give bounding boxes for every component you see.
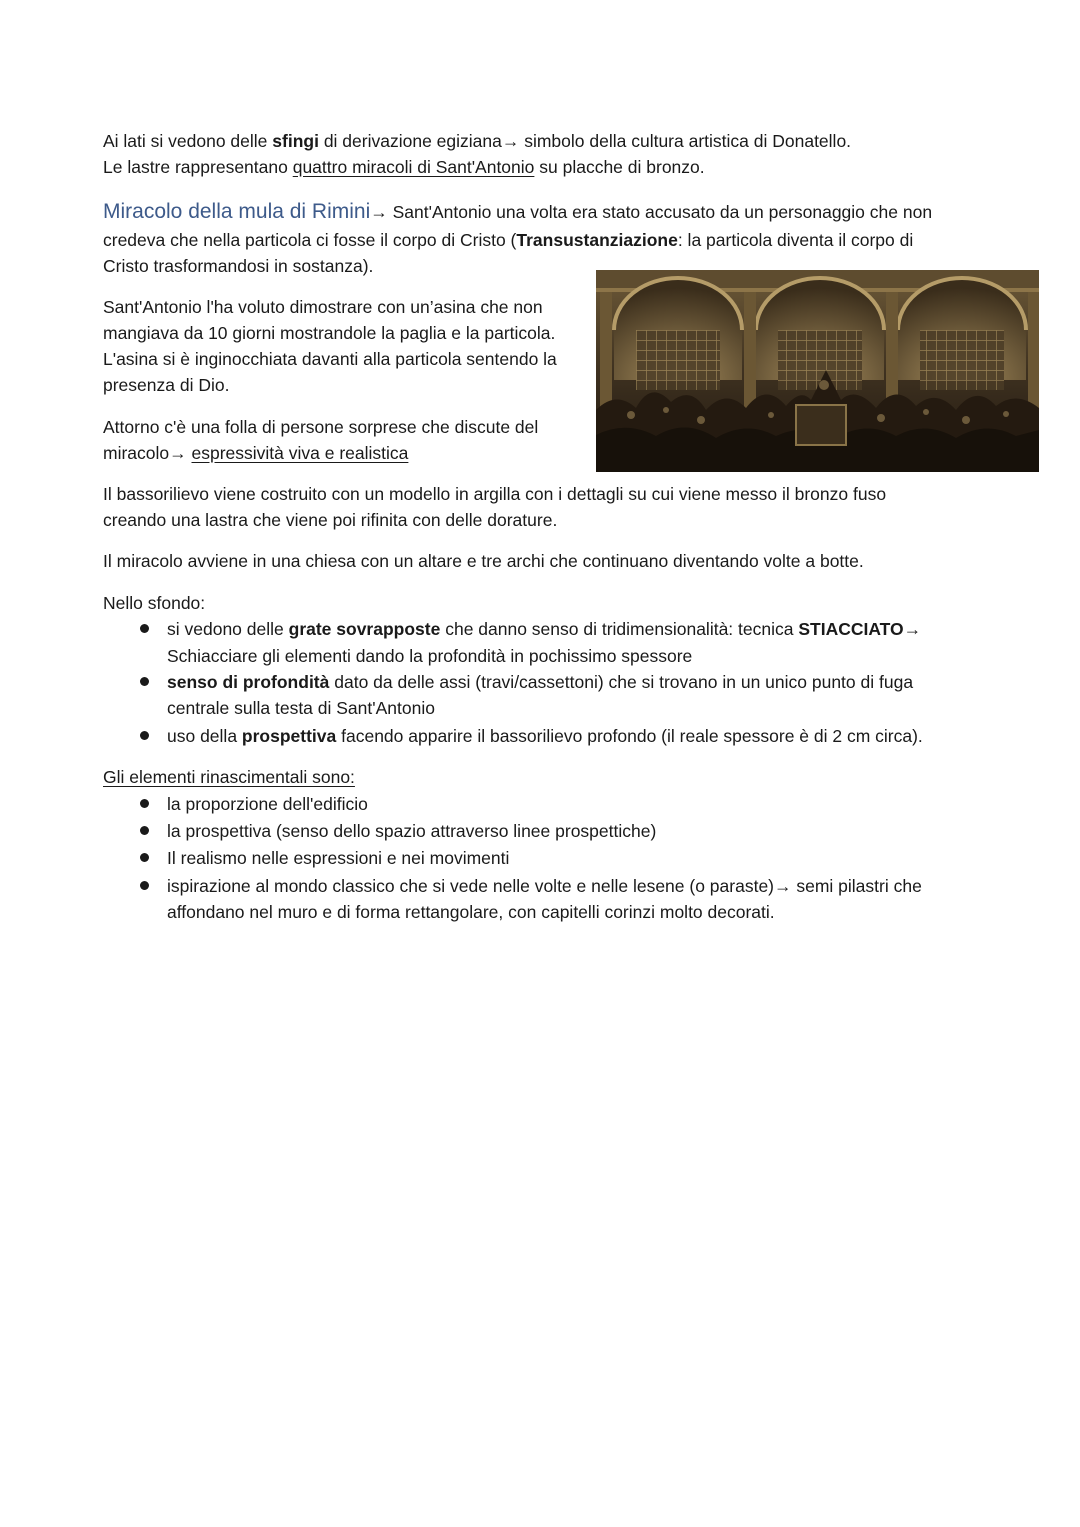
folla-line-2: miracolo→ espressività viva e realistica	[103, 443, 409, 463]
bullet-icon	[140, 624, 149, 633]
section-heading-line: Miracolo della mula di Rimini→ Sant'Antonio una volta era stato accusato da un personaggio che non	[103, 200, 933, 223]
elementi-bullet-1: la proporzione dell'edificio	[167, 794, 368, 814]
chiesa-line: Il miracolo avviene in una chiesa con un altare e tre archi che continuano diventando volte a botte.	[103, 551, 864, 571]
intro-line-2: Le lastre rappresentano quattro miracoli di Sant'Antonio su placche di bronzo.	[103, 157, 705, 177]
asina-line-3: L'asina si è inginocchiata davanti alla particola sentendo la	[103, 349, 557, 369]
intro-line-1: Ai lati si vedono delle sfingi di derivazione egiziana→ simbolo della cultura artistica di Donatello.	[103, 131, 852, 151]
section-line-3: Cristo trasformandosi in sostanza).	[103, 256, 374, 276]
bullet-icon	[140, 881, 149, 890]
relief-illustration	[596, 270, 1039, 472]
bullet-icon	[140, 731, 149, 740]
asina-line-1: Sant'Antonio l'ha voluto dimostrare con un’asina che non	[103, 297, 543, 317]
sfondo-bullet-2: senso di profondità dato da delle assi (travi/cassettoni) che si trovano in un unico punto di fuga	[167, 672, 914, 692]
bullet-icon	[140, 826, 149, 835]
elementi-bullet-3: Il realismo nelle espressioni e nei movimenti	[167, 848, 510, 868]
bullet-icon	[140, 799, 149, 808]
asina-line-2: mangiava da 10 giorni mostrandole la paglia e la particola.	[103, 323, 556, 343]
bassorilievo-line-1: Il bassorilievo viene costruito con un modello in argilla con i dettagli su cui viene messo il bronzo fuso	[103, 484, 887, 504]
sfondo-bullet-1: si vedono delle grate sovrapposte che danno senso di tridimensionalità: tecnica STIACCIATO→	[167, 619, 922, 639]
section-heading: Miracolo della mula di Rimini	[103, 200, 371, 223]
sfondo-title: Nello sfondo:	[103, 593, 206, 613]
sfondo-bullet-2-line-2: centrale sulla testa di Sant'Antonio	[167, 698, 435, 718]
bassorilievo-line-2: creando una lastra che viene poi rifinita con delle dorature.	[103, 510, 558, 530]
asina-line-4: presenza di Dio.	[103, 375, 230, 395]
term-transustanziazione: Transustanziazione	[516, 230, 678, 250]
bullet-icon	[140, 677, 149, 686]
elementi-bullet-4: ispirazione al mondo classico che si vede nelle volte e nelle lesene (o paraste)→ semi pilastri che	[167, 876, 922, 896]
elementi-title: Gli elementi rinascimentali sono:	[103, 767, 355, 787]
term-sfingi: sfingi	[272, 131, 319, 151]
bullet-icon	[140, 853, 149, 862]
underlined-espressivita: espressività viva e realistica	[191, 443, 409, 463]
section-line-2: credeva che nella particola ci fosse il corpo di Cristo (Transustanziazione: la particola diventa il corpo di	[103, 230, 914, 250]
bronze-relief-image	[596, 270, 1039, 472]
sfondo-bullet-3: uso della prospettiva facendo apparire il bassorilievo profondo (il reale spessore è di 2 cm circa).	[167, 726, 923, 746]
folla-line-1: Attorno c'è una folla di persone sorprese che discute del	[103, 417, 539, 437]
elementi-bullet-4-line-2: affondano nel muro e di forma rettangolare, con capitelli corinzi molto decorati.	[167, 902, 775, 922]
sfondo-bullet-1-line-2: Schiacciare gli elementi dando la profondità in pochissimo spessore	[167, 646, 693, 666]
underlined-miracoli: quattro miracoli di Sant'Antonio	[292, 157, 535, 177]
elementi-bullet-2: la prospettiva (senso dello spazio attraverso linee prospettiche)	[167, 821, 657, 841]
